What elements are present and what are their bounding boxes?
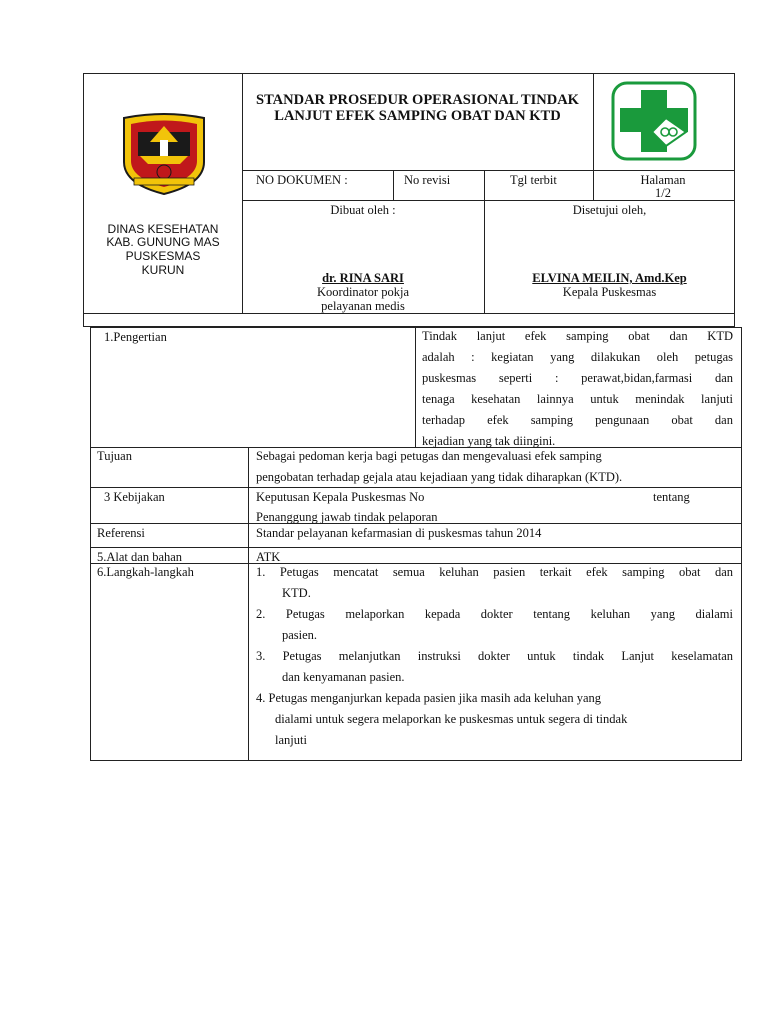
step-4-line-2: dialami untuk segera melaporkan ke puskesmas untuk segera di tindak	[275, 712, 628, 726]
kebijakan-line-2: Penanggung jawab tindak pelaporan	[256, 510, 438, 524]
pengertian-line-1: Tindak lanjut efek samping obat dan KTD	[422, 329, 733, 343]
step-3-line-1: 3. Petugas melanjutkan instruksi dokter untuk tindak Lanjut keselamatan	[256, 649, 733, 663]
document-title: STANDAR PROSEDUR OPERASIONAL TINDAK LANJUT EFEK SAMPING OBAT DAN KTD	[256, 92, 579, 124]
maker-role-line-2: pelayanan medis	[321, 299, 405, 313]
step-3-line-2: dan kenyamanan pasien.	[282, 670, 405, 684]
no-dokumen-label: NO DOKUMEN :	[256, 173, 348, 187]
tgl-terbit-label: Tgl terbit	[510, 173, 557, 187]
approver-role: Kepala Puskesmas	[562, 285, 657, 299]
referensi-text: Standar pelayanan kefarmasian di puskesmas tahun 2014	[256, 526, 542, 540]
kebijakan-line-1a: Keputusan Kepala Puskesmas No	[256, 490, 425, 504]
puskesmas-logo-icon	[610, 80, 698, 162]
pengertian-line-2: adalah : kegiatan yang dilakukan oleh petugas	[422, 350, 733, 364]
langkah-label: 6.Langkah-langkah	[97, 565, 194, 579]
org-name-line-2: KAB. GUNUNG MAS	[106, 235, 220, 249]
step-4-line-1: 4. Petugas menganjurkan kepada pasien jika masih ada keluhan yang	[256, 691, 602, 705]
pengertian-line-3: puskesmas seperti : perawat,bidan,farmasi dan	[422, 371, 733, 385]
halaman-value: 1/2	[655, 186, 671, 200]
pengertian-line-4: tenaga kesehatan lainnya untuk menindak lanjuti	[422, 392, 733, 406]
halaman-label: Halaman	[640, 173, 686, 187]
no-revisi-label: No revisi	[404, 173, 451, 187]
step-2-line-2: pasien.	[282, 628, 318, 642]
org-name-line-3: PUSKESMAS	[125, 249, 201, 263]
kebijakan-line-1b: tentang	[653, 490, 690, 504]
org-name-line-4: KURUN	[141, 263, 185, 277]
approver-name: ELVINA MEILIN, Amd.Kep	[532, 271, 687, 285]
tujuan-line-1: Sebagai pedoman kerja bagi petugas dan mengevaluasi efek samping	[256, 449, 602, 463]
step-1-line-1: 1. Petugas mencatat semua keluhan pasien terkait efek samping obat dan	[256, 565, 733, 579]
tujuan-label: Tujuan	[97, 449, 132, 463]
dibuat-oleh-label: Dibuat oleh :	[330, 203, 396, 217]
pengertian-label: 1.Pengertian	[104, 330, 167, 344]
step-1-line-2: KTD.	[282, 586, 311, 600]
org-name-line-1: DINAS KESEHATAN	[107, 222, 219, 236]
regency-crest-icon	[120, 112, 208, 196]
pengertian-line-6: kejadian yang tak diingini.	[422, 434, 556, 448]
alat-text: ATK	[256, 550, 281, 564]
referensi-label: Referensi	[97, 526, 145, 540]
maker-role-line-1: Koordinator pokja	[317, 285, 409, 299]
step-2-line-1: 2. Petugas melaporkan kepada dokter tentang keluhan yang dialami	[256, 607, 733, 621]
step-4-line-3: lanjuti	[275, 733, 307, 747]
maker-name: dr. RINA SARI	[322, 271, 404, 285]
disetujui-oleh-label: Disetujui oleh,	[572, 203, 647, 217]
tujuan-line-2: pengobatan terhadap gejala atau kejadiaan yang tidak diharapkan (KTD).	[256, 470, 623, 484]
kebijakan-label: 3 Kebijakan	[104, 490, 165, 504]
alat-label: 5.Alat dan bahan	[97, 550, 183, 564]
pengertian-line-5: terhadap efek samping pengunaan obat dan	[422, 413, 733, 427]
